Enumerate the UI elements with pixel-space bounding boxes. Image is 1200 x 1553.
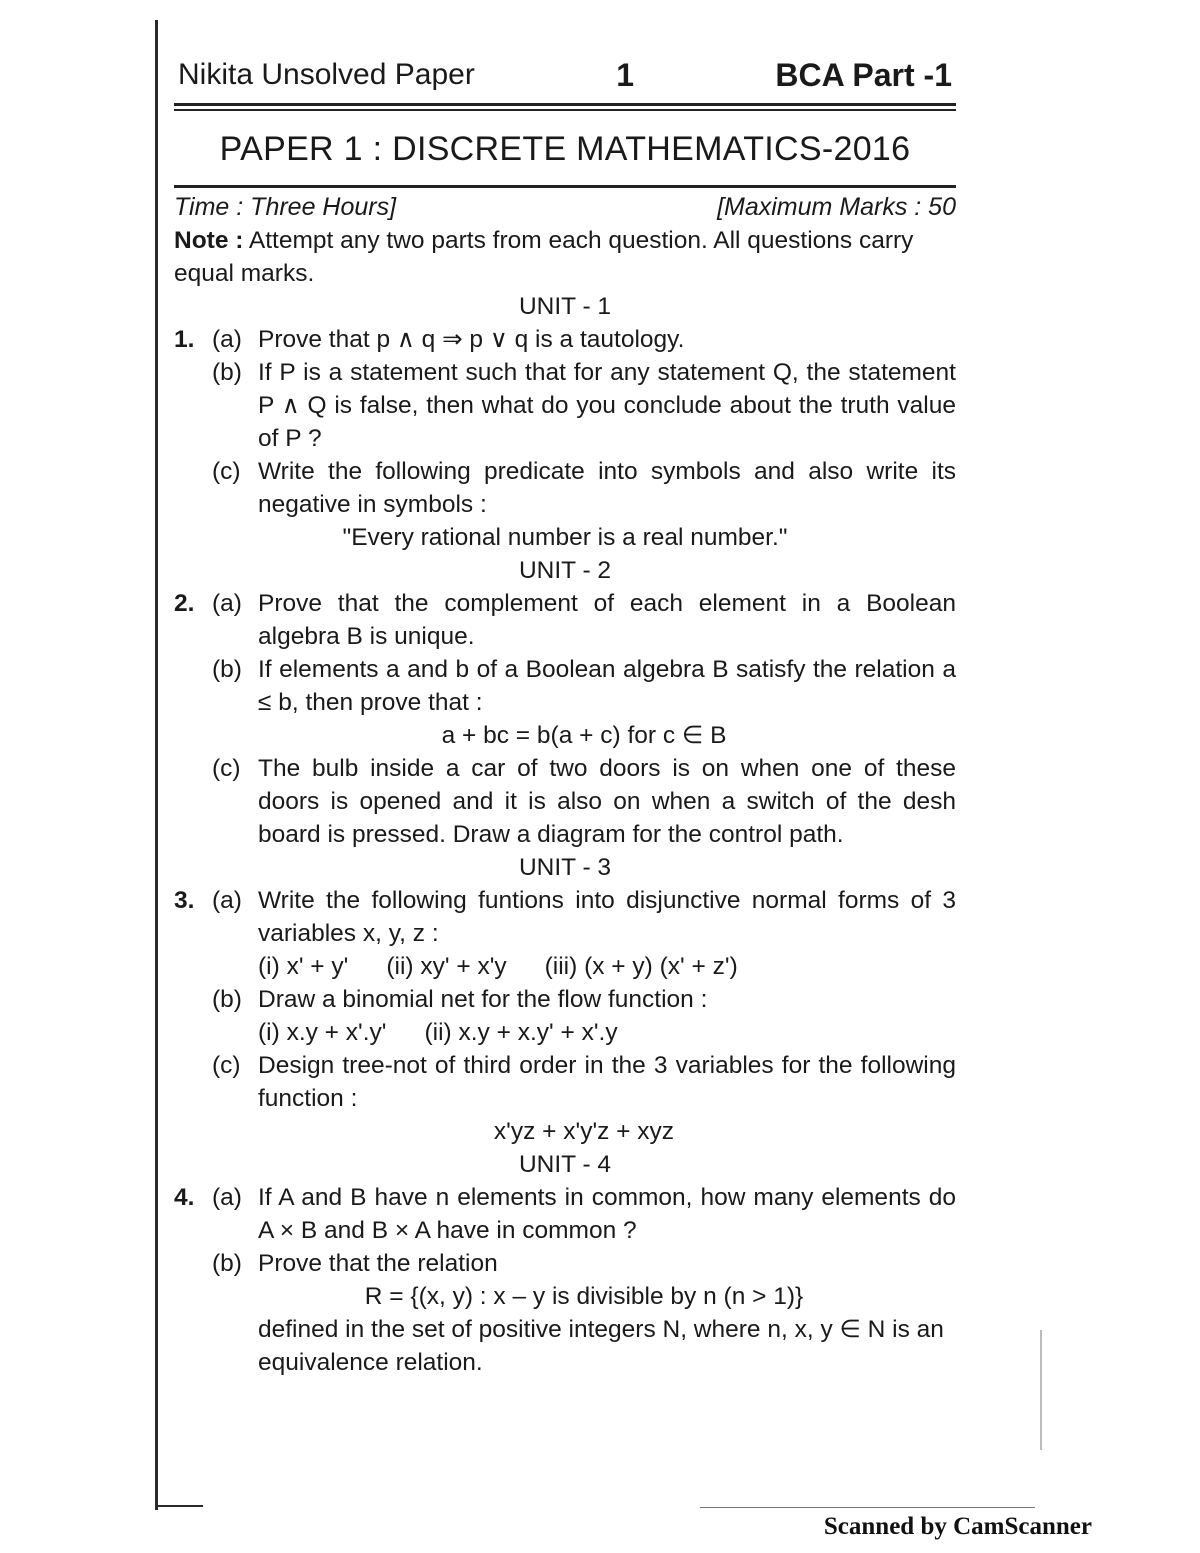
question-part (212, 653, 956, 719)
part-label: (b) (212, 656, 242, 683)
unit-heading: UNIT - 3 (518, 854, 612, 881)
part-label: (c) (212, 755, 241, 782)
part-text: Design tree-not of third order in the 3 variables for the following function : (258, 1052, 956, 1112)
part-label: (b) (212, 359, 242, 386)
part-text: If A and B have n elements in common, how many elements do A × B and B × A have in common ? (258, 1184, 956, 1244)
part-label: (a) (212, 590, 242, 617)
time-allowed: Time : Three Hours] (174, 193, 397, 221)
sub-option: (iii) (x + y) (x' + z') (544, 953, 738, 980)
question-number: 1. (174, 326, 195, 353)
header-rule (174, 103, 956, 111)
scanner-watermark: Scanned by CamScanner (823, 1513, 1092, 1540)
question-part (212, 983, 956, 1016)
publisher-name: Nikita Unsolved Paper (178, 58, 475, 91)
question-part (212, 323, 956, 356)
unit-heading: UNIT - 1 (518, 293, 612, 320)
course-name: BCA Part -1 (775, 57, 952, 93)
part-text: Prove that the complement of each element in a Boolean algebra B is unique. (258, 590, 956, 650)
part-label: (a) (212, 326, 242, 353)
paper-title: PAPER 1 : DISCRETE MATHEMATICS-2016 (219, 130, 911, 168)
question-part (212, 356, 956, 455)
unit-heading: UNIT - 4 (518, 1151, 612, 1178)
part-text: If elements a and b of a Boolean algebra B satisfy the relation a ≤ b, then prove that : (258, 656, 956, 716)
part-label: (c) (212, 1052, 241, 1079)
sub-option: (ii) xy' + x'y (386, 953, 507, 980)
left-footer-mark (155, 1505, 203, 1507)
note-text: Attempt any two parts from each question. All questions carry equal marks. (174, 227, 914, 287)
equation: x'yz + x'y'z + xyz (493, 1118, 675, 1145)
question-number: 4. (174, 1184, 195, 1211)
part-label: (b) (212, 986, 242, 1013)
sub-option: (i) x' + y' (258, 953, 349, 980)
part-label: (b) (212, 1250, 242, 1277)
exam-meta (174, 190, 956, 224)
part-text: Prove that the relation (258, 1250, 498, 1277)
title-rule (174, 185, 956, 188)
page-number: 1 (616, 57, 634, 93)
question-part (212, 1049, 956, 1115)
sub-options (212, 950, 956, 983)
question-part (212, 587, 956, 653)
part-text: If P is a statement such that for any statement Q, the statement P ∧ Q is false, then what do you conclude about the truth value of P ? (258, 359, 956, 452)
question-part (212, 455, 956, 521)
question-number: 3. (174, 887, 195, 914)
exam-page (174, 55, 956, 1379)
part-text: The bulb inside a car of two doors is on when one of these doors is opened and it is also on when a switch of the desh board is pressed. Draw a diagram for the control path. (258, 755, 956, 848)
part-label: (a) (212, 1184, 242, 1211)
sub-options (212, 1016, 956, 1049)
question-number: 2. (174, 590, 195, 617)
footer-rule (700, 1507, 1035, 1508)
quoted-statement: "Every rational number is a real number." (342, 524, 788, 551)
equation: a + bc = b(a + c) for c ∈ B (441, 722, 727, 749)
left-binding-line (155, 20, 158, 1510)
unit-heading: UNIT - 2 (518, 557, 612, 584)
part-text: Draw a binomial net for the flow function : (258, 986, 708, 1013)
question-part (212, 884, 956, 950)
question (174, 1181, 956, 1379)
part-label: (c) (212, 458, 241, 485)
part-text: Prove that p ∧ q ⇒ p ∨ q is a tautology. (258, 326, 685, 353)
note-label: Note : (174, 227, 244, 254)
equation: R = {(x, y) : x – y is divisible by n (n > 1)} (364, 1283, 804, 1310)
part-text: Write the following predicate into symbols and also write its negative in symbols : (258, 458, 956, 518)
part-continuation: defined in the set of positive integers N, where n, x, y ∈ N is an equivalence relation. (258, 1316, 944, 1376)
question (174, 884, 956, 1148)
sub-option: (ii) x.y + x.y' + x'.y (424, 1019, 618, 1046)
right-margin-mark (1040, 1330, 1042, 1450)
question (174, 587, 956, 851)
question-part (212, 1181, 956, 1247)
question (174, 323, 956, 521)
maximum-marks: [Maximum Marks : 50 (717, 193, 956, 221)
part-label: (a) (212, 887, 242, 914)
instructions-note (174, 224, 956, 290)
page-header (174, 55, 956, 95)
question-part (212, 1247, 956, 1280)
sub-option: (i) x.y + x'.y' (258, 1019, 387, 1046)
question-part (212, 752, 956, 851)
part-text: Write the following funtions into disjunctive normal forms of 3 variables x, y, z : (258, 887, 956, 947)
